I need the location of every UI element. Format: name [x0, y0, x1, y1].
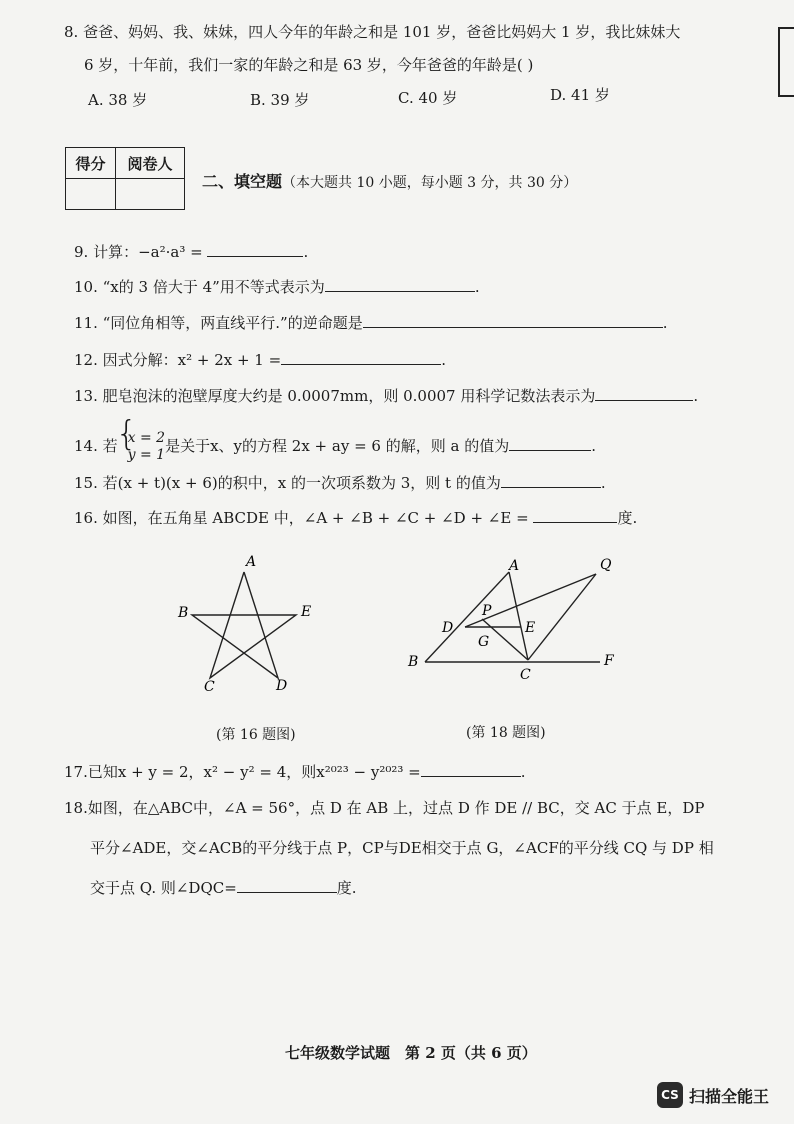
pentagram-lines: [192, 572, 296, 678]
q14-eq1: x = 2: [127, 430, 166, 446]
camscanner-logo-icon: CS: [657, 1082, 683, 1108]
score-cell: [66, 179, 116, 210]
fig18-label-g: G: [478, 634, 490, 650]
q15-answer-blank[interactable]: [501, 473, 601, 488]
q8-line1: 8. 爸爸、妈妈、我、妹妹，四人今年的年龄之和是 101 岁，爸爸比妈妈大 1 岁，我比妹妹大: [64, 23, 681, 41]
fig16-label-e: E: [301, 604, 312, 620]
q14-eq2: y = 1: [127, 447, 166, 463]
scanner-watermark: [657, 1082, 769, 1108]
q8-option-d: D. 41 岁: [550, 86, 610, 104]
q8-line2: 6 岁，十年前，我们一家的年龄之和是 63 岁，今年爸爸的年龄是( ): [84, 56, 534, 74]
fig18-label-d: D: [442, 620, 454, 636]
q14-pre: 14. 若: [74, 437, 118, 455]
q17-text: 17.已知x + y = 2，x² − y² = 4，则x²⁰²³ − y²⁰²³ =: [64, 763, 421, 781]
q14-post: 是关于x、y的方程 2x + ay = 6 的解，则 a 的值为: [165, 437, 510, 455]
q16-answer-blank[interactable]: [533, 508, 617, 523]
q9: 9. 计算：−a²·a³ = .: [74, 243, 309, 261]
q10-answer-blank[interactable]: [325, 277, 475, 292]
section-title: [202, 172, 577, 193]
figure-16-caption: (第 16 题图): [216, 727, 296, 743]
q16: [74, 508, 637, 528]
q18-unit: 度.: [336, 879, 357, 897]
q18-line1: 18.如图，在△ABC中，∠A = 56°，点 D 在 AB 上，过点 D 作 DE // BC，交 AC 于点 E，DP: [64, 799, 705, 817]
q14-answer-blank[interactable]: [509, 436, 591, 451]
q8-option-c: C. 40 岁: [398, 89, 458, 107]
q16-unit: 度.: [617, 509, 638, 527]
q13: 13. 肥皂泡沫的泡壁厚度大约是 0.0007mm，则 0.0007 用科学记数法表示为 .: [74, 387, 699, 405]
q8-option-b: B. 39 岁: [250, 91, 310, 109]
score-table: [65, 147, 185, 210]
figure-18-caption: (第 18 题图): [466, 725, 546, 741]
q9-text: 9. 计算：−a²·a³ =: [74, 243, 203, 261]
q10-text: 10. “x的 3 倍大于 4”用不等式表示为: [74, 278, 325, 296]
fig18-label-q: Q: [600, 557, 612, 573]
fig18-lines: [425, 572, 600, 662]
score-header: 得分: [66, 148, 116, 179]
fig18-label-a: A: [509, 558, 520, 574]
q16-text: 16. 如图，在五角星 ABCDE 中，∠A + ∠B + ∠C + ∠D + ∠E =: [74, 509, 529, 527]
q17: 17.已知x + y = 2，x² − y² = 4，则x²⁰²³ − y²⁰²³ = .: [64, 763, 526, 781]
q11-answer-blank[interactable]: [363, 313, 663, 328]
fig18-label-f: F: [604, 653, 614, 669]
q18-line3: [90, 878, 357, 898]
q10: 10. “x的 3 倍大于 4”用不等式表示为 .: [74, 278, 480, 296]
section-heading: 二、填空题: [202, 172, 283, 191]
q13-answer-blank[interactable]: [595, 386, 693, 401]
figure-16-pentagram: [170, 548, 320, 698]
q8-option-a: A. 38 岁: [88, 91, 148, 109]
q12: 12. 因式分解：x² + 2x + 1 = .: [74, 351, 446, 369]
watermark-text: 扫描全能王: [689, 1086, 770, 1106]
fig18-label-e: E: [525, 620, 536, 636]
q18-line3-text: 交于点 Q. 则∠DQC=: [90, 879, 237, 897]
fig16-label-b: B: [178, 605, 189, 621]
fig18-label-c: C: [520, 667, 531, 683]
q15: 15. 若(x + t)(x + 6)的积中，x 的一次项系数为 3，则 t 的值为 .: [74, 474, 606, 492]
section-note: （本大题共 10 小题，每小题 3 分，共 30 分）: [282, 175, 578, 191]
fig16-label-d: D: [276, 678, 288, 694]
q12-text: 12. 因式分解：x² + 2x + 1 =: [74, 351, 282, 369]
fig18-label-b: B: [408, 654, 419, 670]
q13-text: 13. 肥皂泡沫的泡壁厚度大约是 0.0007mm，则 0.0007 用科学记数法表示为: [74, 387, 596, 405]
q14-equation-system: [118, 430, 165, 464]
q15-text: 15. 若(x + t)(x + 6)的积中，x 的一次项系数为 3，则 t 的值为: [74, 474, 501, 492]
fig18-label-p: P: [482, 603, 492, 619]
q14: 14. 若{ x = 2 y = 1是关于x、y的方程 2x + ay = 6 的解，则 a 的值为 .: [74, 430, 596, 464]
q18-answer-blank[interactable]: [237, 878, 337, 893]
grader-cell: [116, 179, 185, 210]
fig16-label-c: C: [204, 679, 215, 695]
q9-answer-blank[interactable]: [207, 242, 303, 257]
q17-answer-blank[interactable]: [421, 762, 521, 777]
q11: 11. “同位角相等，两直线平行.”的逆命题是 .: [74, 314, 668, 332]
q12-answer-blank[interactable]: [281, 350, 441, 365]
fig16-label-a: A: [246, 554, 257, 570]
binding-bracket: [778, 27, 794, 97]
q18-line2: 平分∠ADE，交∠ACB的平分线于点 P，CP与DE相交于点 G，∠ACF的平分线 CQ 与 DP 相: [90, 839, 714, 857]
figure-18-diagram: [400, 552, 630, 687]
q11-text: 11. “同位角相等，两直线平行.”的逆命题是: [74, 314, 363, 332]
page-footer: 七年级数学试题 第 2 页（共 6 页）: [285, 1044, 537, 1062]
grader-header: 阅卷人: [116, 148, 185, 179]
